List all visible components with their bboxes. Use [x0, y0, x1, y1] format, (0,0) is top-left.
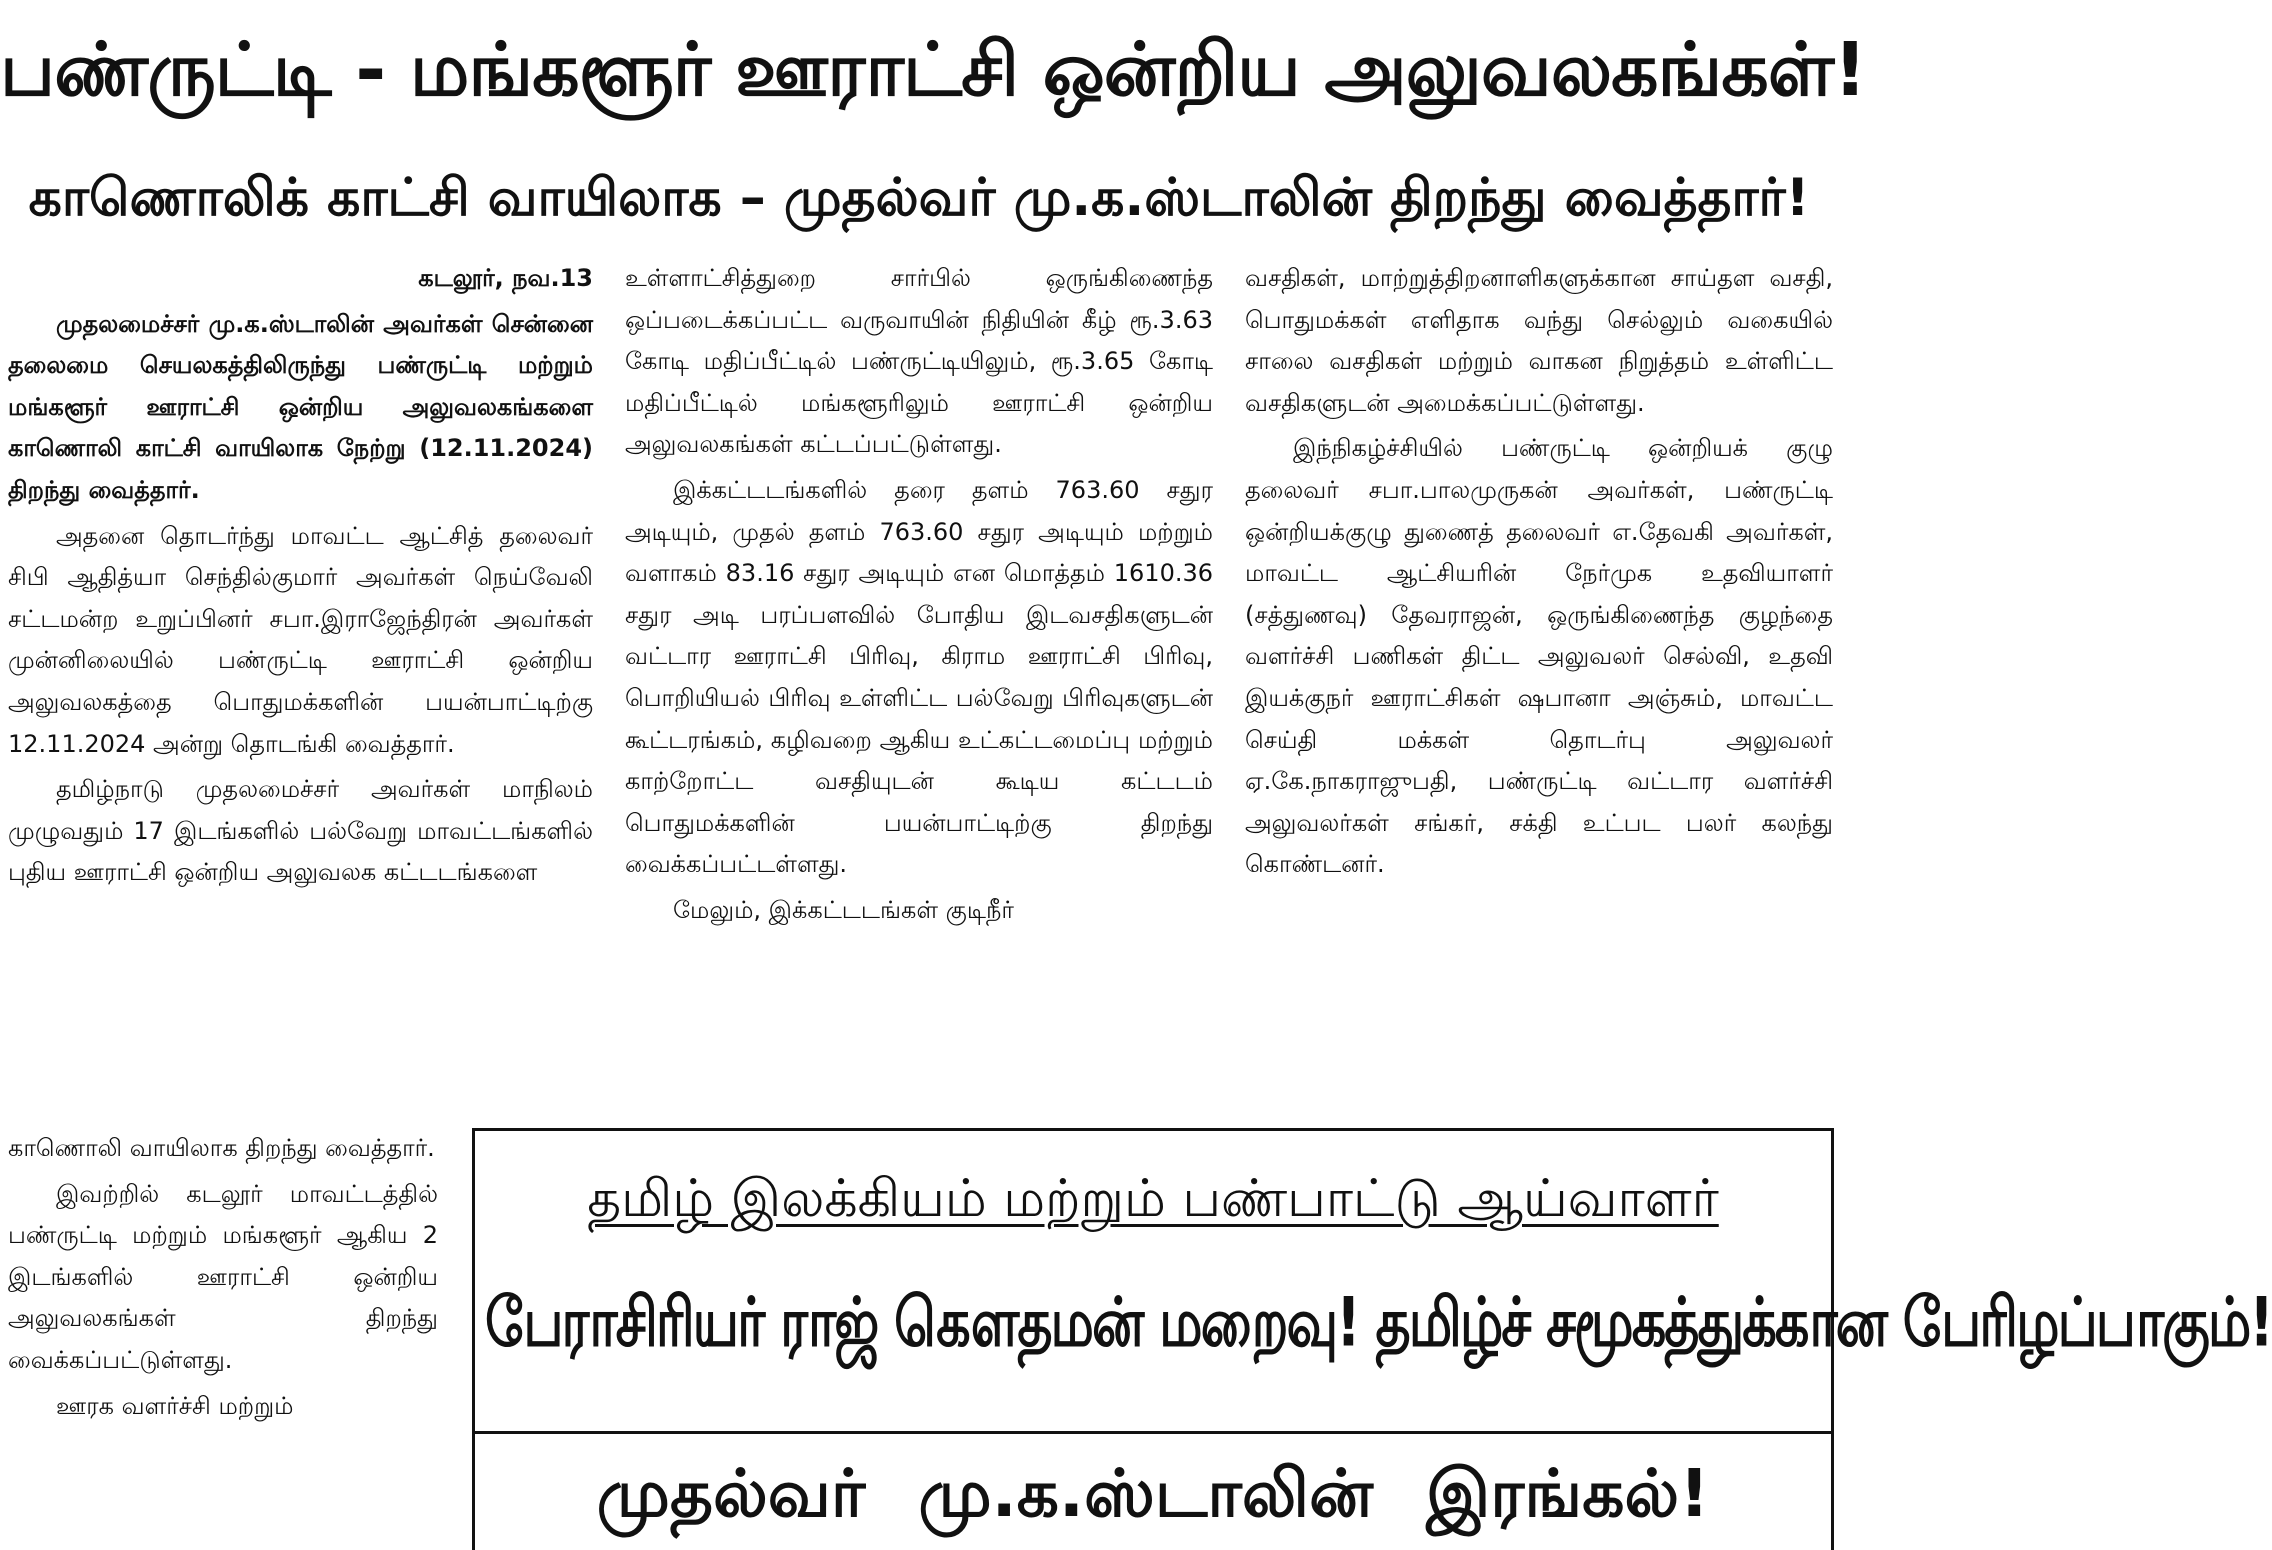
lead-paragraph: முதலமைச்சர் மு.க.ஸ்டாலின் அவர்கள் சென்னை தலைமை செயலகத்திலிருந்து பண்ருட்டி மற்றும் மங்களூர் ஊராட்சி ஒன்றிய அலுவலகங்களை காணொலி காட்சி வாயிலாக நேற்று (12.11.2024) திறந்து வைத்தார். — [8, 309, 593, 504]
paragraph: ஊரக வளர்ச்சி மற்றும் — [56, 1391, 294, 1420]
article-column-2 — [625, 258, 1213, 1118]
paragraph: அதனை தொடர்ந்து மாவட்ட ஆட்சித் தலைவர் சிபி ஆதித்யா செந்தில்குமார் அவர்கள் நெய்வேலி சட்டமன்ற உறுப்பினர் சபா.இராஜேந்திரன் அவர்கள் முன்னிலையில் பண்ருட்டி ஊராட்சி ஒன்றிய அலுவலகத்தை பொதுமக்களின் பயன்பாட்டிற்கு 12.11.2024 அன்று தொடங்கி வைத்தார். — [8, 521, 593, 758]
box-kicker — [475, 1159, 1831, 1249]
sub-headline: காணொலிக் காட்சி வாயிலாக – முதல்வர் மு.க.ஸ்டாலின் திறந்து வைத்தார்! — [28, 168, 1810, 228]
paragraph: வசதிகள், மாற்றுத்திறனாளிகளுக்கான சாய்தள வசதி, பொதுமக்கள் எளிதாக வந்து செல்லும் வகையில் சாலை வசதிகள் மற்றும் வாகன நிறுத்தம் உள்ளிட்ட வசதிகளுடன் அமைக்கப்பட்டுள்ளது. — [1245, 264, 1833, 417]
box-subhead: முதல்வர் மு.க.ஸ்டாலின் இரங்கல்! — [596, 1455, 1710, 1532]
paragraph: மேலும், இக்கட்டடங்கள் குடிநீர் — [673, 895, 1014, 924]
dateline: கடலூர், நவ.13 — [418, 264, 593, 292]
paragraph: இக்கட்டடங்களில் தரை தளம் 763.60 சதுர அடியும், முதல் தளம் 763.60 சதுர அடியும் மற்றும் வளாகம் 83.16 சதுர அடியும் என மொத்தம் 1610.36 சதுர அடி பரப்பளவில் போதிய இடவசதிகளுடன் வட்டார ஊராட்சி பிரிவு, கிராம ஊராட்சி பிரிவு, பொறியியல் பிரிவு உள்ளிட்ட பல்வேறு பிரிவுகளுடன் கூட்டரங்கம், கழிவறை ஆகிய உட்கட்டமைப்பு மற்றும் காற்றோட்ட வசதியுடன் கூடிய கட்டடம் பொதுமக்களின் பயன்பாட்டிற்கு திறந்து வைக்கப்பட்டள்ளது. — [625, 475, 1213, 879]
paragraph: தமிழ்நாடு முதலமைச்சர் அவர்கள் மாநிலம் முழுவதும் 17 இடங்களில் பல்வேறு மாவட்டங்களில் புதிய ஊராட்சி ஒன்றிய அலுவலக கட்டடங்களை — [8, 775, 593, 887]
main-headline: பண்ருட்டி - மங்களூர் ஊராட்சி ஒன்றிய அலுவலகங்கள்! — [0, 27, 1867, 113]
article-column-3 — [1245, 258, 1833, 1118]
box-divider — [475, 1431, 1831, 1434]
article-column-1 — [8, 258, 593, 1128]
boxed-news-item — [472, 1128, 2272, 1550]
article-column-1-continued — [8, 1128, 438, 1550]
box-kicker-text: தமிழ் இலக்கியம் மற்றும் பண்பாட்டு ஆய்வாளர் — [587, 1169, 1719, 1229]
paragraph: இவற்றில் கடலூர் மாவட்டத்தில் பண்ருட்டி மற்றும் மங்களூர் ஆகிய 2 இடங்களில் ஊராட்சி ஒன்றிய அலுவலகங்கள் திறந்து வைக்கப்பட்டுள்ளது. — [8, 1179, 438, 1374]
paragraph-continued: காணொலி வாயிலாக திறந்து வைத்தார். — [8, 1134, 435, 1162]
box-headline: பேராசிரியர் ராஜ் கௌதமன் மறைவு! தமிழ்ச் சமூகத்துக்கான பேரிழப்பாகும்! — [485, 1282, 2272, 1362]
paragraph: உள்ளாட்சித்துறை சார்பில் ஒருங்கிணைந்த ஒப்படைக்கப்பட்ட வருவாயின் நிதியின் கீழ் ரூ.3.63 கோடி மதிப்பீட்டில் பண்ருட்டியிலும், ரூ.3.65 கோடி மதிப்பீட்டில் மங்களூரிலும் ஊராட்சி ஒன்றிய அலுவலகங்கள் கட்டப்பட்டுள்ளது. — [625, 264, 1213, 459]
paragraph: இந்நிகழ்ச்சியில் பண்ருட்டி ஒன்றியக் குழு தலைவர் சபா.பாலமுருகன் அவர்கள், பண்ருட்டி ஒன்றியக்குழு துணைத் தலைவர் எ.தேவகி அவர்கள், மாவட்ட ஆட்சியரின் நேர்முக உதவியாளர் (சத்துணவு) தேவராஜன், ஒருங்கிணைந்த குழந்தை வளர்ச்சி பணிகள் திட்ட அலுவலர் செல்வி, உதவி இயக்குநர் ஊராட்சிகள் ஷபானா அஞ்சும், மாவட்ட செய்தி மக்கள் தொடர்பு அலுவலர் ஏ.கே.நாகராஜுபதி, பண்ருட்டி வட்டார வளர்ச்சி அலுவலர்கள் சங்கர், சக்தி உட்பட பலர் கலந்து கொண்டனர். — [1245, 434, 1833, 879]
